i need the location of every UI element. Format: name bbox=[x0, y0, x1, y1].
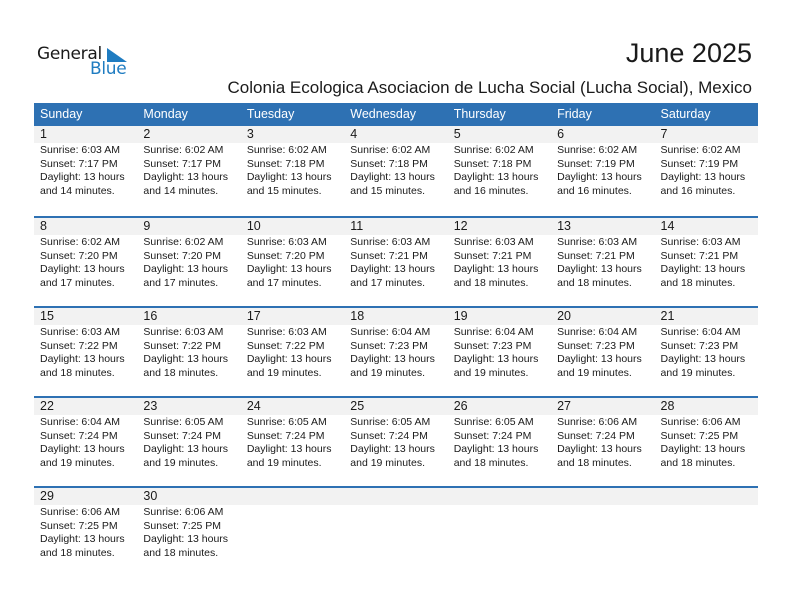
weekday-saturday: Saturday bbox=[660, 107, 711, 121]
sunrise-text: Sunrise: 6:03 AM bbox=[350, 236, 431, 248]
sunset-text: Sunset: 7:20 PM bbox=[143, 249, 222, 262]
daylight-text: Daylight: 13 hours bbox=[143, 443, 229, 456]
sunrise-text: Sunrise: 6:03 AM bbox=[40, 326, 120, 338]
day-number: 17 bbox=[246, 309, 261, 323]
day-cell bbox=[344, 505, 447, 560]
day-number: 24 bbox=[246, 399, 261, 413]
daylight-text: Daylight: 13 hours bbox=[557, 443, 642, 456]
sunrise-text: Sunrise: 6:03 AM bbox=[40, 144, 120, 156]
sunset-text: Sunset: 7:23 PM bbox=[660, 339, 739, 352]
day-number: 20 bbox=[557, 309, 572, 323]
sunset-text: Sunset: 7:22 PM bbox=[40, 339, 118, 352]
daylight-text: Daylight: 13 hours bbox=[143, 353, 229, 366]
day-cell bbox=[448, 325, 551, 380]
details-row bbox=[34, 505, 758, 560]
daylight-text: Daylight: 13 hours bbox=[660, 171, 746, 184]
sunrise-text: Sunrise: 6:06 AM bbox=[40, 506, 120, 518]
sunrise-text: Sunrise: 6:05 AM bbox=[350, 416, 431, 428]
weeks-container bbox=[34, 126, 758, 576]
daylight-text: Daylight: 13 hours bbox=[453, 353, 539, 366]
day-cell bbox=[551, 325, 654, 380]
day-number: 7 bbox=[660, 127, 668, 141]
day-number: 12 bbox=[453, 219, 468, 233]
sunrise-text: Sunrise: 6:03 AM bbox=[246, 326, 327, 338]
sunset-text: Sunset: 7:24 PM bbox=[143, 429, 222, 442]
day-number: 14 bbox=[660, 219, 675, 233]
minutes-text: and 18 minutes. bbox=[40, 546, 115, 559]
day-number bbox=[344, 488, 447, 505]
day-cell bbox=[551, 235, 654, 290]
minutes-text: and 17 minutes. bbox=[350, 276, 425, 289]
sunrise-text: Sunrise: 6:05 AM bbox=[453, 416, 534, 428]
daylight-text: Daylight: 13 hours bbox=[246, 263, 332, 276]
sunset-text: Sunset: 7:23 PM bbox=[453, 339, 532, 352]
minutes-text: and 18 minutes. bbox=[40, 366, 115, 379]
sunset-text: Sunset: 7:23 PM bbox=[557, 339, 635, 352]
sunrise-text: Sunrise: 6:05 AM bbox=[143, 416, 224, 428]
weekday-wednesday: Wednesday bbox=[350, 107, 417, 121]
weekday-header bbox=[34, 103, 758, 126]
daylight-text: Daylight: 13 hours bbox=[40, 353, 125, 366]
day-cell bbox=[137, 325, 240, 380]
sunset-text: Sunset: 7:21 PM bbox=[660, 249, 739, 262]
date-strip bbox=[34, 126, 758, 143]
day-cell bbox=[344, 325, 447, 380]
day-cell bbox=[551, 143, 654, 198]
day-cell bbox=[344, 235, 447, 290]
daylight-text: Daylight: 13 hours bbox=[350, 443, 435, 456]
minutes-text: and 18 minutes. bbox=[143, 546, 219, 559]
day-number: 21 bbox=[660, 309, 675, 323]
sunrise-text: Sunrise: 6:04 AM bbox=[40, 416, 120, 428]
day-number: 25 bbox=[350, 399, 365, 413]
sunrise-text: Sunrise: 6:02 AM bbox=[40, 236, 120, 248]
day-cell bbox=[448, 143, 551, 198]
sunset-text: Sunset: 7:18 PM bbox=[453, 157, 532, 170]
day-number: 6 bbox=[557, 127, 565, 141]
minutes-text: and 19 minutes. bbox=[246, 366, 322, 379]
sunrise-text: Sunrise: 6:03 AM bbox=[660, 236, 741, 248]
sunset-text: Sunset: 7:17 PM bbox=[143, 157, 222, 170]
day-cell bbox=[551, 505, 654, 560]
minutes-text: and 14 minutes. bbox=[40, 184, 115, 197]
minutes-text: and 19 minutes. bbox=[350, 366, 425, 379]
day-number: 22 bbox=[40, 399, 54, 413]
minutes-text: and 19 minutes. bbox=[557, 366, 632, 379]
day-number: 19 bbox=[453, 309, 468, 323]
day-number: 23 bbox=[143, 399, 158, 413]
sunset-text: Sunset: 7:22 PM bbox=[246, 339, 325, 352]
minutes-text: and 16 minutes. bbox=[660, 184, 736, 197]
sunset-text: Sunset: 7:23 PM bbox=[350, 339, 428, 352]
sunrise-text: Sunrise: 6:06 AM bbox=[557, 416, 638, 428]
daylight-text: Daylight: 13 hours bbox=[557, 171, 642, 184]
sunset-text: Sunset: 7:19 PM bbox=[557, 157, 635, 170]
sunset-text: Sunset: 7:21 PM bbox=[557, 249, 635, 262]
weekday-friday: Friday bbox=[557, 107, 592, 121]
weekday-thursday: Thursday bbox=[453, 107, 506, 121]
day-cell bbox=[655, 143, 758, 198]
minutes-text: and 19 minutes. bbox=[453, 366, 529, 379]
daylight-text: Daylight: 13 hours bbox=[246, 353, 332, 366]
daylight-text: Daylight: 13 hours bbox=[246, 171, 332, 184]
minutes-text: and 19 minutes. bbox=[143, 456, 219, 469]
day-number: 1 bbox=[40, 127, 47, 141]
day-number: 8 bbox=[40, 219, 47, 233]
day-cell bbox=[241, 505, 344, 560]
calendar-grid bbox=[34, 103, 758, 576]
day-cell bbox=[34, 325, 137, 380]
day-number: 2 bbox=[143, 127, 151, 141]
sunset-text: Sunset: 7:24 PM bbox=[557, 429, 635, 442]
day-number: 28 bbox=[660, 399, 675, 413]
sunrise-text: Sunrise: 6:03 AM bbox=[557, 236, 638, 248]
sunrise-text: Sunrise: 6:03 AM bbox=[246, 236, 327, 248]
sunrise-text: Sunrise: 6:06 AM bbox=[143, 506, 224, 518]
minutes-text: and 17 minutes. bbox=[143, 276, 219, 289]
sunset-text: Sunset: 7:20 PM bbox=[246, 249, 325, 262]
date-strip bbox=[34, 308, 758, 325]
minutes-text: and 18 minutes. bbox=[453, 276, 529, 289]
sunset-text: Sunset: 7:25 PM bbox=[40, 519, 118, 532]
day-number: 15 bbox=[40, 309, 54, 323]
date-strip bbox=[34, 218, 758, 235]
details-row bbox=[34, 325, 758, 380]
day-cell bbox=[241, 325, 344, 380]
sunset-text: Sunset: 7:24 PM bbox=[350, 429, 428, 442]
day-cell bbox=[34, 143, 137, 198]
day-number: 5 bbox=[453, 127, 461, 141]
sunset-text: Sunset: 7:18 PM bbox=[246, 157, 325, 170]
daylight-text: Daylight: 13 hours bbox=[40, 443, 125, 456]
date-strip bbox=[34, 488, 758, 505]
sunset-text: Sunset: 7:25 PM bbox=[143, 519, 222, 532]
day-cell bbox=[344, 143, 447, 198]
sunset-text: Sunset: 7:25 PM bbox=[660, 429, 739, 442]
sunrise-text: Sunrise: 6:02 AM bbox=[350, 144, 431, 156]
daylight-text: Daylight: 13 hours bbox=[40, 263, 125, 276]
day-cell bbox=[137, 505, 240, 560]
details-row bbox=[34, 143, 758, 198]
week-row bbox=[34, 306, 758, 396]
daylight-text: Daylight: 13 hours bbox=[350, 171, 435, 184]
date-strip bbox=[34, 398, 758, 415]
sunset-text: Sunset: 7:24 PM bbox=[40, 429, 118, 442]
day-number: 27 bbox=[557, 399, 572, 413]
daylight-text: Daylight: 13 hours bbox=[40, 533, 125, 546]
day-cell bbox=[34, 235, 137, 290]
day-cell bbox=[137, 235, 240, 290]
sunset-text: Sunset: 7:22 PM bbox=[143, 339, 222, 352]
minutes-text: and 16 minutes. bbox=[453, 184, 529, 197]
sunset-text: Sunset: 7:18 PM bbox=[350, 157, 428, 170]
sunrise-text: Sunrise: 6:02 AM bbox=[143, 236, 224, 248]
location-subtitle: Colonia Ecologica Asociacion de Lucha Social (Lucha Social), Mexico bbox=[227, 78, 752, 97]
daylight-text: Daylight: 13 hours bbox=[246, 443, 332, 456]
day-number bbox=[241, 488, 344, 505]
day-cell bbox=[241, 415, 344, 470]
sunrise-text: Sunrise: 6:03 AM bbox=[143, 326, 224, 338]
sunrise-text: Sunrise: 6:02 AM bbox=[660, 144, 741, 156]
week-row bbox=[34, 486, 758, 576]
day-number: 30 bbox=[143, 489, 158, 503]
sunrise-text: Sunrise: 6:02 AM bbox=[453, 144, 534, 156]
daylight-text: Daylight: 13 hours bbox=[453, 443, 539, 456]
day-cell bbox=[241, 143, 344, 198]
minutes-text: and 18 minutes. bbox=[143, 366, 219, 379]
day-number: 26 bbox=[453, 399, 468, 413]
sunset-text: Sunset: 7:24 PM bbox=[246, 429, 325, 442]
daylight-text: Daylight: 13 hours bbox=[350, 263, 435, 276]
daylight-text: Daylight: 13 hours bbox=[143, 171, 229, 184]
weekday-sunday: Sunday bbox=[40, 107, 83, 121]
day-number bbox=[655, 488, 758, 505]
week-row bbox=[34, 126, 758, 216]
page-title: June 2025 bbox=[625, 38, 752, 68]
minutes-text: and 17 minutes. bbox=[40, 276, 115, 289]
minutes-text: and 19 minutes. bbox=[660, 366, 736, 379]
day-cell bbox=[448, 235, 551, 290]
sunset-text: Sunset: 7:21 PM bbox=[453, 249, 532, 262]
minutes-text: and 18 minutes. bbox=[557, 456, 632, 469]
day-cell bbox=[137, 415, 240, 470]
day-cell bbox=[241, 235, 344, 290]
day-cell bbox=[137, 143, 240, 198]
daylight-text: Daylight: 13 hours bbox=[660, 353, 746, 366]
day-number: 3 bbox=[246, 127, 254, 141]
sunrise-text: Sunrise: 6:02 AM bbox=[246, 144, 327, 156]
sunset-text: Sunset: 7:21 PM bbox=[350, 249, 428, 262]
weekday-monday: Monday bbox=[143, 107, 188, 121]
day-cell bbox=[655, 505, 758, 560]
day-cell bbox=[448, 505, 551, 560]
day-cell bbox=[448, 415, 551, 470]
minutes-text: and 19 minutes. bbox=[40, 456, 115, 469]
brand-text-blue: Blue bbox=[90, 59, 127, 79]
sunset-text: Sunset: 7:20 PM bbox=[40, 249, 118, 262]
brand-logo bbox=[37, 44, 137, 80]
week-row bbox=[34, 396, 758, 486]
sunrise-text: Sunrise: 6:02 AM bbox=[557, 144, 638, 156]
day-number: 29 bbox=[40, 489, 54, 503]
minutes-text: and 19 minutes. bbox=[246, 456, 322, 469]
minutes-text: and 19 minutes. bbox=[350, 456, 425, 469]
minutes-text: and 18 minutes. bbox=[453, 456, 529, 469]
day-cell bbox=[34, 505, 137, 560]
daylight-text: Daylight: 13 hours bbox=[453, 263, 539, 276]
sunset-text: Sunset: 7:24 PM bbox=[453, 429, 532, 442]
day-number: 13 bbox=[557, 219, 572, 233]
minutes-text: and 18 minutes. bbox=[557, 276, 632, 289]
minutes-text: and 14 minutes. bbox=[143, 184, 219, 197]
week-row bbox=[34, 216, 758, 306]
details-row bbox=[34, 235, 758, 290]
minutes-text: and 17 minutes. bbox=[246, 276, 322, 289]
sunset-text: Sunset: 7:17 PM bbox=[40, 157, 118, 170]
day-cell bbox=[34, 415, 137, 470]
day-cell bbox=[655, 415, 758, 470]
sunrise-text: Sunrise: 6:04 AM bbox=[350, 326, 431, 338]
daylight-text: Daylight: 13 hours bbox=[660, 263, 746, 276]
day-number: 16 bbox=[143, 309, 158, 323]
day-cell bbox=[344, 415, 447, 470]
daylight-text: Daylight: 13 hours bbox=[143, 263, 229, 276]
sunrise-text: Sunrise: 6:04 AM bbox=[660, 326, 741, 338]
daylight-text: Daylight: 13 hours bbox=[557, 353, 642, 366]
day-cell bbox=[655, 235, 758, 290]
day-number: 11 bbox=[350, 219, 364, 233]
details-row bbox=[34, 415, 758, 470]
sunset-text: Sunset: 7:19 PM bbox=[660, 157, 739, 170]
sunrise-text: Sunrise: 6:04 AM bbox=[453, 326, 534, 338]
minutes-text: and 16 minutes. bbox=[557, 184, 632, 197]
minutes-text: and 15 minutes. bbox=[350, 184, 425, 197]
day-number bbox=[448, 488, 551, 505]
day-number: 10 bbox=[246, 219, 261, 233]
weekday-tuesday: Tuesday bbox=[246, 107, 295, 121]
day-number: 9 bbox=[143, 219, 151, 233]
sunrise-text: Sunrise: 6:05 AM bbox=[246, 416, 327, 428]
sunrise-text: Sunrise: 6:04 AM bbox=[557, 326, 638, 338]
sunrise-text: Sunrise: 6:02 AM bbox=[143, 144, 224, 156]
minutes-text: and 18 minutes. bbox=[660, 276, 736, 289]
daylight-text: Daylight: 13 hours bbox=[40, 171, 125, 184]
day-number: 4 bbox=[350, 127, 358, 141]
daylight-text: Daylight: 13 hours bbox=[350, 353, 435, 366]
day-number: 18 bbox=[350, 309, 365, 323]
day-number bbox=[551, 488, 654, 505]
daylight-text: Daylight: 13 hours bbox=[557, 263, 642, 276]
minutes-text: and 15 minutes. bbox=[246, 184, 322, 197]
brand-text-general: General bbox=[37, 44, 102, 64]
day-cell bbox=[551, 415, 654, 470]
daylight-text: Daylight: 13 hours bbox=[660, 443, 746, 456]
minutes-text: and 18 minutes. bbox=[660, 456, 736, 469]
daylight-text: Daylight: 13 hours bbox=[453, 171, 539, 184]
day-cell bbox=[655, 325, 758, 380]
daylight-text: Daylight: 13 hours bbox=[143, 533, 229, 546]
sunrise-text: Sunrise: 6:06 AM bbox=[660, 416, 741, 428]
sunrise-text: Sunrise: 6:03 AM bbox=[453, 236, 534, 248]
